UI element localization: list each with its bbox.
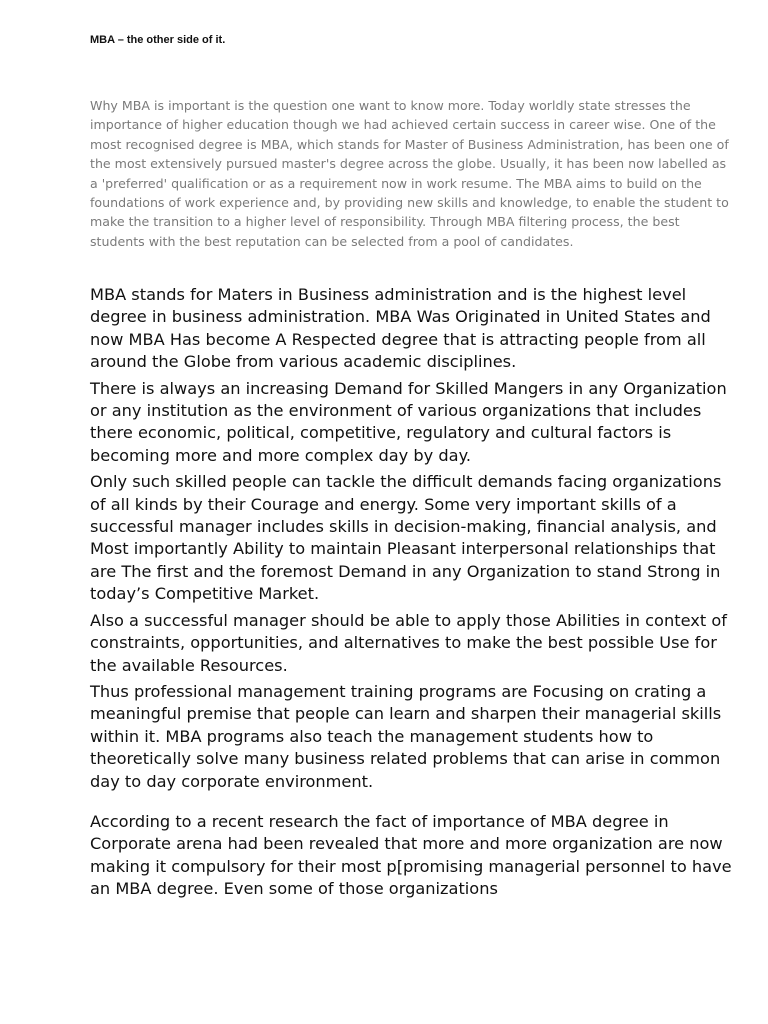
body-paragraph: MBA stands for Maters in Business administration and is the highest level degree in business administration. MBA Was Originated in United States and now MBA Has become A Respected degree that is attracting people from all around the Globe from various academic disciplines. bbox=[90, 285, 711, 372]
body-paragraph: Only such skilled people can tackle the difficult demands facing organizations of all kinds by their Courage and energy. Some very important skills of a successful manager includes skills in decision-making, financial analysis, and Most importantly Ability to maintain Pleasant interpersonal relationships that are The first and the foremost Demand in any Organization to stand Strong in today’s Competitive Market. bbox=[90, 472, 722, 604]
body-paragraph: According to a recent research the fact of importance of MBA degree in Corporate arena had been revealed that more and more organization are now making it compulsory for their most p[promising managerial personnel to have an MBA degree. Even some of those organizations bbox=[90, 811, 732, 899]
body-paragraph: Also a successful manager should be able to apply those Abilities in context of constraints, opportunities, and alternatives to make the best possible Use for the available Resources. bbox=[90, 610, 727, 675]
intro-paragraph: Why MBA is important is the question one want to know more. Today worldly state stresses the importance of higher education though we had achieved certain success in career wise. One of the most recognised degree is MBA, which stands for Master of Business Administration, has been one of the most extensively pursued master's degree across the globe. Usually, it has been now labelled as a 'preferred' qualification or as a requirement now in work resume. The MBA aims to build on the foundations of work experience and, by providing new skills and knowledge, to enable the student to make the transition to a higher level of responsibility. Through MBA filtering process, the best students with the best reputation can be selected from a pool of candidates. bbox=[90, 98, 729, 249]
body-paragraph: Thus professional management training programs are Focusing on crating a meaningful premise that people can learn and sharpen their managerial skills within it. MBA programs also teach the management students how to theoretically solve many business related problems that can arise in common day to day corporate environment. bbox=[90, 681, 722, 791]
document-title: MBA – the other side of it. bbox=[90, 34, 226, 46]
body-paragraph: There is always an increasing Demand for Skilled Mangers in any Organization or any institution as the environment of various organizations that includes there economic, political, competitive, regulatory and cultural factors is becoming more and more complex day by day. bbox=[90, 378, 727, 465]
body-text bbox=[90, 284, 740, 905]
